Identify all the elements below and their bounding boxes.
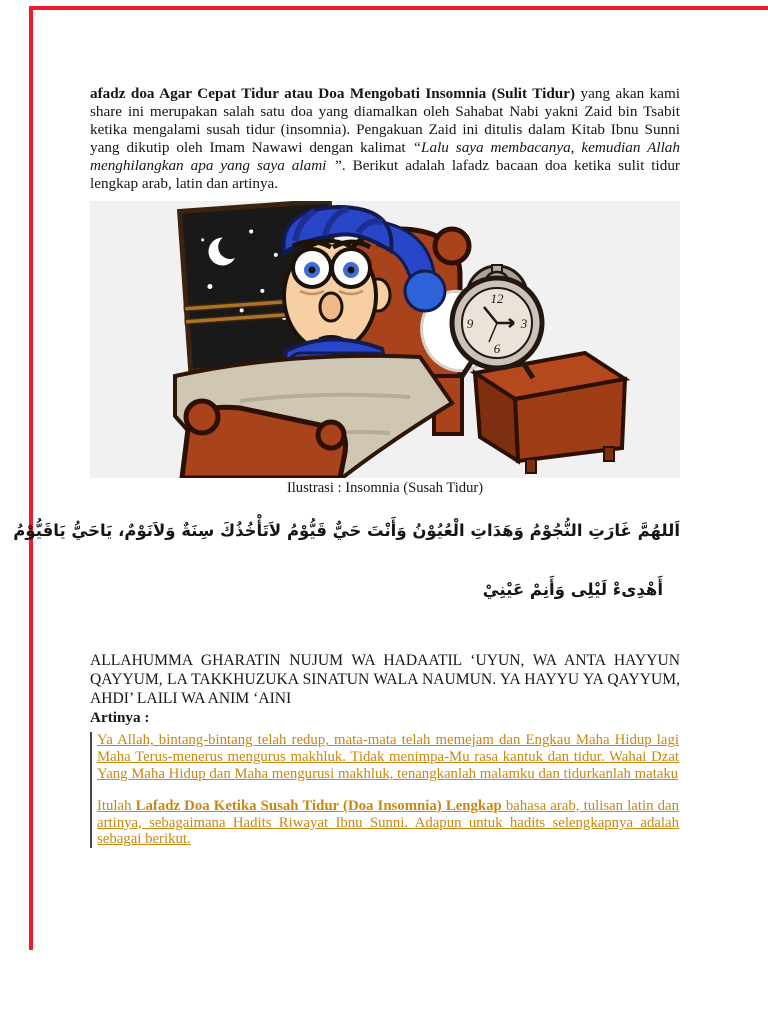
annotation-line-vertical (29, 6, 33, 950)
nose (320, 293, 342, 321)
insomnia-illustration (90, 201, 680, 478)
intro-text-end: . Berikut adalah lafadz bacaan doa ketika sulit tidur lengkap arab, latin dan artinya. (90, 156, 680, 192)
bedpost-knob (435, 229, 469, 263)
page-content (13, 85, 680, 848)
illustration-svg (90, 201, 680, 478)
clock-number-9: 9 (466, 316, 474, 332)
closing-link-pre: Itulah (97, 797, 136, 814)
annotation-line-horizontal (29, 6, 768, 10)
translation-paragraph (97, 732, 679, 782)
clock-number-3: 3 (520, 316, 528, 332)
clock-number-6: 6 (493, 341, 501, 357)
translation-link[interactable]: Ya Allah, bintang-bintang telah redup, mata-mata telah memejam dan Engkau Maha Hidup lagi Maha Terus-menerus mengurus makhluk. Tidak menimpa-Mu rasa kantuk dan tidur. Wahai Dzat Yang Maha Hidup dan Maha mengurusi makhluk, tenangkanlah malamku dan tidurkanlah mataku (97, 732, 679, 783)
clock-number-12: 12 (490, 291, 504, 307)
intro-quote-italic: “Lalu saya membacanya, kemudian Allah menghilangkan apa yang saya alami ” (90, 138, 680, 174)
transliteration-text: ALLAHUMMA GHARATIN NUJUM WA HADAATIL ‘UYUN, WA ANTA HAYYUN QAYYUM, LA TAKKHUZUKA SINATUN WALA NAUMUN. YA HAYYU YA QAYYUM, AHDI’ LAILI WA ANIM ‘AINI (90, 652, 680, 708)
intro-text: yang akan kami share ini merupakan salah satu doa yang diamalkan oleh Sahabat Nabi yakni Zaid bin Tsabit ketika mengalami susah tidur (insomnia). Pengakuan Zaid ini ditulis dalam Kitab Ibnu Sunni yang dikutip oleh Imam Nawawi dengan kalimat (90, 85, 680, 156)
intro-paragraph (90, 85, 680, 192)
figure-caption: Ilustrasi : Insomnia (Susah Tidur) (286, 480, 484, 497)
nightcap-pompom (405, 271, 445, 311)
blockquote (90, 732, 679, 848)
closing-link[interactable] (97, 798, 679, 848)
arabic-dua-line2: أَهْدِىءْ لَيْلِى وَأَنِمْ عَيْنِيْ (482, 580, 663, 600)
intro-bold-title: afadz doa Agar Cepat Tidur atau Doa Mengobati Insomnia (Sulit Tidur) (90, 85, 576, 102)
closing-link-post: bahasa arab, tulisan latin dan artinya, sebagaimana Hadits Riwayat Ibnu Sunni. Adapun untuk hadits selengkapnya adalah sebagai berikut. (97, 797, 679, 848)
arabic-dua-line1: اَللهُمَّ غَارَتِ النُّجُوْمُ وَهَدَاتِ الْعُيُوْنُ وَأَنْتَ حَيٌّ قَيُّوْمُ لاَتَأْخُذُكَ سِنَةٌ وَلاَنَوْمٌ، يَاحَيُّ يَاقَيُّوْمُ (13, 521, 680, 541)
artinya-label: Artinya : (90, 709, 150, 727)
closing-paragraph (97, 798, 679, 848)
footboard-knob-right (318, 422, 344, 448)
footboard-knob-left (186, 401, 218, 433)
closing-link-bold: Lafadz Doa Ketika Susah Tidur (Doa Insomnia) Lengkap (135, 797, 502, 814)
